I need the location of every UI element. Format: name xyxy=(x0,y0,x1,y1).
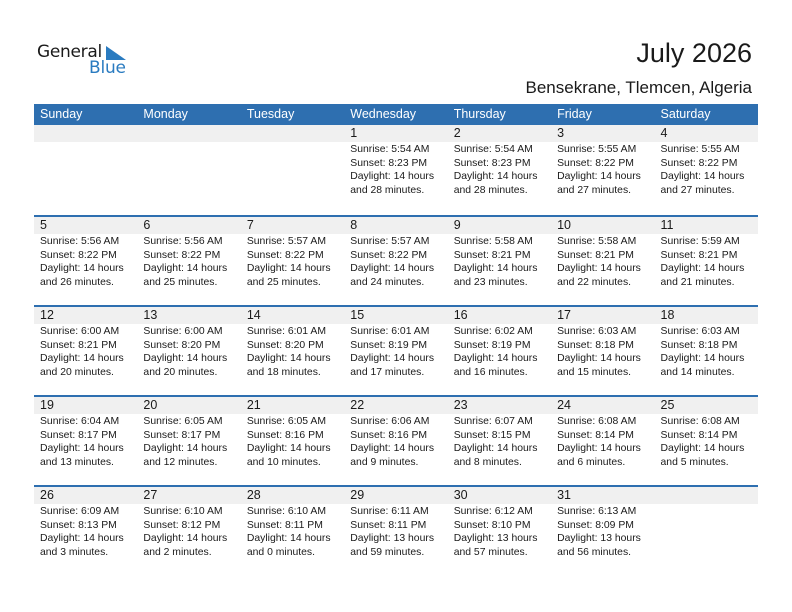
day-info xyxy=(551,142,654,197)
day-number: 7 xyxy=(246,218,254,232)
day-cell xyxy=(655,504,758,559)
day-cell xyxy=(137,504,240,559)
sunrise-text: Sunrise: 5:54 AM xyxy=(350,144,430,155)
sunrise-text: Sunrise: 5:56 AM xyxy=(143,236,223,247)
day-info xyxy=(137,504,240,559)
daylight-text: Daylight: 13 hours xyxy=(350,533,435,545)
daylight-text: and 28 minutes. xyxy=(453,184,528,196)
day-info xyxy=(344,234,447,289)
day-info xyxy=(34,234,137,289)
day-cell xyxy=(551,414,654,469)
day-number: 30 xyxy=(453,488,468,502)
daylight-text: Daylight: 14 hours xyxy=(350,443,435,455)
sunset-text: Sunset: 8:21 PM xyxy=(40,339,117,351)
daylight-text: Daylight: 14 hours xyxy=(350,353,435,365)
sunrise-text: Sunrise: 6:01 AM xyxy=(246,326,326,337)
day-number xyxy=(655,487,758,504)
daylight-text: Daylight: 14 hours xyxy=(557,353,641,365)
day-info xyxy=(241,142,344,143)
sunset-text: Sunset: 8:13 PM xyxy=(40,519,117,531)
day-cell xyxy=(34,504,137,559)
daylight-text: and 20 minutes. xyxy=(143,366,218,378)
sunrise-text: Sunrise: 6:08 AM xyxy=(660,416,740,427)
day-cell xyxy=(137,414,240,469)
daylight-text: and 27 minutes. xyxy=(660,184,735,196)
date-bar xyxy=(34,487,758,504)
day-info xyxy=(448,414,551,469)
daylight-text: and 3 minutes. xyxy=(40,546,109,558)
sunset-text: Sunset: 8:19 PM xyxy=(453,339,531,351)
daylight-text: Daylight: 14 hours xyxy=(557,263,641,275)
daylight-text: Daylight: 14 hours xyxy=(246,533,331,545)
day-info xyxy=(34,324,137,379)
daylight-text: and 59 minutes. xyxy=(350,546,425,558)
daylight-text: and 15 minutes. xyxy=(557,366,632,378)
day-number: 17 xyxy=(557,308,572,322)
daylight-text: and 24 minutes. xyxy=(350,276,425,288)
day-details-row xyxy=(34,324,758,379)
daylight-text: and 56 minutes. xyxy=(557,546,632,558)
weekday-thursday: Thursday xyxy=(453,107,506,121)
day-cell xyxy=(551,324,654,379)
sunset-text: Sunset: 8:21 PM xyxy=(453,249,531,261)
page-title: July 2026 xyxy=(636,38,752,68)
day-cell xyxy=(448,414,551,469)
logo xyxy=(37,42,137,82)
sunrise-text: Sunrise: 6:05 AM xyxy=(246,416,326,427)
sunrise-text: Sunrise: 6:10 AM xyxy=(246,506,326,517)
day-info xyxy=(655,324,758,379)
weekday-saturday: Saturday xyxy=(660,107,711,121)
date-bar xyxy=(34,125,758,142)
day-number: 10 xyxy=(557,218,572,232)
sunrise-text: Sunrise: 6:09 AM xyxy=(40,506,120,517)
daylight-text: Daylight: 14 hours xyxy=(246,263,331,275)
day-details-row xyxy=(34,504,758,559)
day-cell xyxy=(34,324,137,379)
day-info xyxy=(448,234,551,289)
daylight-text: Daylight: 14 hours xyxy=(143,443,228,455)
daylight-text: and 0 minutes. xyxy=(246,546,316,558)
day-number: 29 xyxy=(350,488,365,502)
sunrise-text: Sunrise: 5:57 AM xyxy=(246,236,326,247)
day-number: 16 xyxy=(453,308,468,322)
day-number: 25 xyxy=(660,398,675,412)
sunset-text: Sunset: 8:22 PM xyxy=(40,249,117,261)
daylight-text: Daylight: 14 hours xyxy=(246,443,331,455)
day-number: 9 xyxy=(453,218,461,232)
sunset-text: Sunset: 8:16 PM xyxy=(350,429,428,441)
sunset-text: Sunset: 8:23 PM xyxy=(350,157,428,169)
sunrise-text: Sunrise: 6:11 AM xyxy=(350,506,429,517)
weekday-sunday: Sunday xyxy=(40,107,83,121)
daylight-text: and 21 minutes. xyxy=(660,276,735,288)
weekday-wednesday: Wednesday xyxy=(350,107,417,121)
daylight-text: Daylight: 14 hours xyxy=(40,353,124,365)
daylight-text: and 14 minutes. xyxy=(660,366,735,378)
daylight-text: and 27 minutes. xyxy=(557,184,632,196)
day-number xyxy=(137,125,240,142)
day-number: 28 xyxy=(246,488,261,502)
day-cell xyxy=(344,234,447,289)
daylight-text: and 22 minutes. xyxy=(557,276,632,288)
sunset-text: Sunset: 8:18 PM xyxy=(557,339,634,351)
day-cell xyxy=(344,324,447,379)
daylight-text: and 20 minutes. xyxy=(40,366,114,378)
sunrise-text: Sunrise: 6:10 AM xyxy=(143,506,223,517)
day-info xyxy=(137,234,240,289)
day-info xyxy=(344,504,447,559)
sunset-text: Sunset: 8:19 PM xyxy=(350,339,428,351)
sunset-text: Sunset: 8:21 PM xyxy=(557,249,634,261)
day-cell xyxy=(551,234,654,289)
daylight-text: Daylight: 14 hours xyxy=(246,353,331,365)
weekday-friday: Friday xyxy=(557,107,592,121)
daylight-text: and 25 minutes. xyxy=(143,276,218,288)
daylight-text: and 5 minutes. xyxy=(660,456,729,468)
day-cell xyxy=(448,324,551,379)
sunrise-text: Sunrise: 6:06 AM xyxy=(350,416,430,427)
sunset-text: Sunset: 8:09 PM xyxy=(557,519,634,531)
week-row xyxy=(34,215,758,305)
sunrise-text: Sunrise: 6:05 AM xyxy=(143,416,223,427)
day-number: 8 xyxy=(350,218,358,232)
day-number: 15 xyxy=(350,308,365,322)
sunrise-text: Sunrise: 6:07 AM xyxy=(453,416,533,427)
logo-word-blue: Blue xyxy=(89,58,126,78)
daylight-text: and 25 minutes. xyxy=(246,276,321,288)
day-details-row xyxy=(34,234,758,289)
daylight-text: and 13 minutes. xyxy=(40,456,114,468)
sunrise-text: Sunrise: 6:02 AM xyxy=(453,326,533,337)
day-details-row xyxy=(34,414,758,469)
sunset-text: Sunset: 8:17 PM xyxy=(143,429,221,441)
day-cell xyxy=(137,234,240,289)
sunset-text: Sunset: 8:12 PM xyxy=(143,519,221,531)
weekday-tuesday: Tuesday xyxy=(246,107,295,121)
week-row xyxy=(34,305,758,395)
daylight-text: Daylight: 14 hours xyxy=(143,533,228,545)
daylight-text: Daylight: 14 hours xyxy=(40,443,124,455)
daylight-text: and 6 minutes. xyxy=(557,456,626,468)
day-number: 14 xyxy=(246,308,261,322)
day-number: 2 xyxy=(453,126,461,140)
day-info xyxy=(137,324,240,379)
day-cell xyxy=(34,414,137,469)
daylight-text: and 10 minutes. xyxy=(246,456,321,468)
day-cell xyxy=(655,414,758,469)
sunrise-text: Sunrise: 6:13 AM xyxy=(557,506,637,517)
location-subtitle: Bensekrane, Tlemcen, Algeria xyxy=(525,78,752,97)
day-cell xyxy=(241,234,344,289)
daylight-text: Daylight: 14 hours xyxy=(660,443,745,455)
day-number: 18 xyxy=(660,308,675,322)
day-number: 20 xyxy=(143,398,158,412)
day-info xyxy=(137,142,240,143)
day-info xyxy=(34,142,137,143)
day-cell xyxy=(241,414,344,469)
sunset-text: Sunset: 8:23 PM xyxy=(453,157,531,169)
sunrise-text: Sunrise: 5:54 AM xyxy=(453,144,533,155)
sunrise-text: Sunrise: 6:03 AM xyxy=(660,326,740,337)
daylight-text: Daylight: 14 hours xyxy=(350,263,435,275)
day-info xyxy=(551,504,654,559)
week-row xyxy=(34,395,758,485)
day-cell xyxy=(344,504,447,559)
daylight-text: and 57 minutes. xyxy=(453,546,528,558)
daylight-text: Daylight: 14 hours xyxy=(557,171,641,183)
sunset-text: Sunset: 8:22 PM xyxy=(350,249,428,261)
daylight-text: and 28 minutes. xyxy=(350,184,425,196)
day-info xyxy=(655,504,758,505)
sunset-text: Sunset: 8:20 PM xyxy=(143,339,221,351)
sunset-text: Sunset: 8:22 PM xyxy=(143,249,221,261)
sunrise-text: Sunrise: 5:58 AM xyxy=(557,236,637,247)
day-cell xyxy=(655,234,758,289)
weekday-monday: Monday xyxy=(143,107,188,121)
daylight-text: Daylight: 14 hours xyxy=(660,353,745,365)
day-number: 24 xyxy=(557,398,572,412)
sunrise-text: Sunrise: 5:55 AM xyxy=(660,144,740,155)
daylight-text: Daylight: 14 hours xyxy=(350,171,435,183)
daylight-text: Daylight: 14 hours xyxy=(453,353,538,365)
day-number: 4 xyxy=(660,126,668,140)
day-info xyxy=(551,234,654,289)
day-number: 27 xyxy=(143,488,158,502)
daylight-text: and 26 minutes. xyxy=(40,276,114,288)
weekday-header xyxy=(34,104,758,125)
daylight-text: and 8 minutes. xyxy=(453,456,522,468)
daylight-text: Daylight: 14 hours xyxy=(557,443,641,455)
daylight-text: and 16 minutes. xyxy=(453,366,528,378)
daylight-text: Daylight: 14 hours xyxy=(143,263,228,275)
day-details-row xyxy=(34,142,758,197)
sunset-text: Sunset: 8:17 PM xyxy=(40,429,117,441)
day-number: 26 xyxy=(40,488,54,502)
logo-word-general: General xyxy=(37,42,102,62)
day-number: 11 xyxy=(660,218,674,232)
date-bar xyxy=(34,307,758,324)
daylight-text: Daylight: 14 hours xyxy=(453,263,538,275)
sunrise-text: Sunrise: 5:59 AM xyxy=(660,236,740,247)
sunrise-text: Sunrise: 6:03 AM xyxy=(557,326,637,337)
daylight-text: Daylight: 14 hours xyxy=(143,353,228,365)
weeks-container xyxy=(34,125,758,575)
week-row xyxy=(34,485,758,575)
day-info xyxy=(34,414,137,469)
date-bar xyxy=(34,217,758,234)
day-number: 6 xyxy=(143,218,151,232)
day-info xyxy=(344,142,447,197)
day-number: 13 xyxy=(143,308,158,322)
sunset-text: Sunset: 8:21 PM xyxy=(660,249,738,261)
day-info xyxy=(448,324,551,379)
sunrise-text: Sunrise: 6:08 AM xyxy=(557,416,637,427)
daylight-text: and 12 minutes. xyxy=(143,456,218,468)
day-info xyxy=(241,324,344,379)
daylight-text: Daylight: 14 hours xyxy=(453,443,538,455)
day-cell xyxy=(241,324,344,379)
day-number: 23 xyxy=(453,398,468,412)
day-info xyxy=(137,414,240,469)
day-number xyxy=(241,125,344,142)
daylight-text: Daylight: 14 hours xyxy=(40,533,124,545)
day-cell xyxy=(448,142,551,197)
date-bar xyxy=(34,397,758,414)
sunrise-text: Sunrise: 5:55 AM xyxy=(557,144,637,155)
sunset-text: Sunset: 8:20 PM xyxy=(246,339,324,351)
day-cell xyxy=(137,324,240,379)
day-number xyxy=(34,125,137,142)
day-info xyxy=(551,324,654,379)
sunrise-text: Sunrise: 6:00 AM xyxy=(143,326,223,337)
day-info xyxy=(655,234,758,289)
day-number: 12 xyxy=(40,308,54,322)
day-cell xyxy=(241,142,344,197)
sunrise-text: Sunrise: 5:57 AM xyxy=(350,236,430,247)
daylight-text: Daylight: 13 hours xyxy=(453,533,538,545)
sunset-text: Sunset: 8:10 PM xyxy=(453,519,531,531)
day-info xyxy=(551,414,654,469)
day-cell xyxy=(448,504,551,559)
daylight-text: and 23 minutes. xyxy=(453,276,528,288)
sunrise-text: Sunrise: 6:04 AM xyxy=(40,416,120,427)
sunrise-text: Sunrise: 6:12 AM xyxy=(453,506,533,517)
day-cell xyxy=(344,414,447,469)
sunrise-text: Sunrise: 5:56 AM xyxy=(40,236,120,247)
sunset-text: Sunset: 8:16 PM xyxy=(246,429,324,441)
day-number: 31 xyxy=(557,488,572,502)
daylight-text: Daylight: 14 hours xyxy=(453,171,538,183)
day-cell xyxy=(241,504,344,559)
day-number: 21 xyxy=(246,398,261,412)
sunset-text: Sunset: 8:18 PM xyxy=(660,339,738,351)
calendar xyxy=(34,104,758,575)
daylight-text: Daylight: 14 hours xyxy=(40,263,124,275)
sunrise-text: Sunrise: 5:58 AM xyxy=(453,236,533,247)
week-row xyxy=(34,125,758,215)
day-info xyxy=(448,504,551,559)
daylight-text: and 17 minutes. xyxy=(350,366,425,378)
sunset-text: Sunset: 8:22 PM xyxy=(246,249,324,261)
day-cell xyxy=(551,142,654,197)
day-cell xyxy=(137,142,240,197)
day-number: 22 xyxy=(350,398,365,412)
day-cell xyxy=(551,504,654,559)
sunset-text: Sunset: 8:15 PM xyxy=(453,429,531,441)
day-cell xyxy=(344,142,447,197)
sunset-text: Sunset: 8:14 PM xyxy=(660,429,738,441)
daylight-text: Daylight: 14 hours xyxy=(660,263,745,275)
sunset-text: Sunset: 8:22 PM xyxy=(557,157,634,169)
sunset-text: Sunset: 8:11 PM xyxy=(246,519,323,531)
daylight-text: and 18 minutes. xyxy=(246,366,321,378)
day-info xyxy=(344,414,447,469)
sunrise-text: Sunrise: 6:00 AM xyxy=(40,326,120,337)
day-info xyxy=(34,504,137,559)
day-info xyxy=(241,504,344,559)
sunrise-text: Sunrise: 6:01 AM xyxy=(350,326,430,337)
day-number: 1 xyxy=(350,126,358,140)
day-cell xyxy=(34,234,137,289)
day-number: 3 xyxy=(557,126,565,140)
sunset-text: Sunset: 8:14 PM xyxy=(557,429,634,441)
day-info xyxy=(655,414,758,469)
day-info xyxy=(655,142,758,197)
day-number: 5 xyxy=(40,218,47,232)
day-info xyxy=(241,414,344,469)
daylight-text: Daylight: 13 hours xyxy=(557,533,641,545)
day-info xyxy=(344,324,447,379)
daylight-text: and 9 minutes. xyxy=(350,456,419,468)
day-number: 19 xyxy=(40,398,54,412)
sunset-text: Sunset: 8:22 PM xyxy=(660,157,738,169)
day-info xyxy=(448,142,551,197)
day-info xyxy=(241,234,344,289)
daylight-text: Daylight: 14 hours xyxy=(660,171,745,183)
day-cell xyxy=(655,324,758,379)
sunset-text: Sunset: 8:11 PM xyxy=(350,519,427,531)
day-cell xyxy=(655,142,758,197)
day-cell xyxy=(34,142,137,197)
day-cell xyxy=(448,234,551,289)
daylight-text: and 2 minutes. xyxy=(143,546,212,558)
